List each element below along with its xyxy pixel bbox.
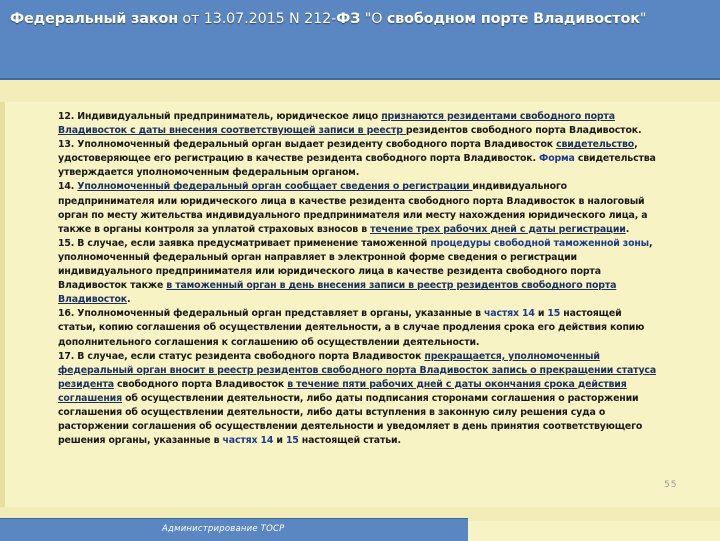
underlined-text: течение трех рабочих дней с даты регистрации [370, 223, 626, 235]
text: и [273, 435, 286, 447]
text: свободного порта Владивосток [113, 378, 288, 390]
paragraph-13 [58, 138, 658, 180]
text: 15. В случае, если заявка предусматривает применение таможенной [58, 237, 431, 249]
link-customs-procedure[interactable]: процедуры свободной таможенной зоны [430, 237, 650, 249]
page-number: 55 [664, 480, 678, 490]
text: настоящей статьи. [298, 435, 401, 447]
left-stripe [0, 80, 5, 540]
text: свидетельства утверждается уполномоченным федеральным органом. [58, 153, 656, 179]
text: об осуществлении деятельности, либо даты подписания сторонами соглашения о расторжении соглашения об осуществлении деятельности, либо даты вступления в законную силу решения суда о расторжении соглашения об осуществлении деятельности и уведомляет в день принятия соответствующего решения органы, указанные в [58, 392, 643, 447]
underlined-text: Уполномоченный федеральный орган сообщает сведения о регистрации [77, 181, 473, 193]
title-plain-1: от 13.07.2015 N 212- [177, 11, 337, 27]
text: резидентов свободного порта Владивосток. [405, 125, 642, 137]
text: , уполномоченный федеральный орган направляет в электронной форме сведения о регистрации индивидуального предпринимателя или юридического лица в качестве резидента свободного порта Владивосток также [58, 237, 653, 292]
paragraph-16 [58, 307, 658, 349]
link-part-15[interactable]: 15 [285, 435, 299, 447]
top-band [0, 80, 720, 102]
link-part-14[interactable]: частях 14 [483, 308, 535, 320]
text: 16. Уполномоченный федеральный орган представляет в органы, указанные в [58, 308, 484, 320]
text: 12. Индивидуальный предприниматель, юридическое лицо [58, 111, 382, 122]
title-plain-2: "О [360, 11, 387, 27]
underlined-text: прекращается, уполномоченный федеральный орган вносит в реестр резидентов свободного порта Владивосток запись о прекращении статуса резидента [58, 350, 656, 390]
underlined-text: в таможенный орган в день внесения записи в реестр резидентов свободного порта Владивосток [58, 280, 617, 306]
law-text [58, 110, 658, 448]
paragraph-14 [58, 180, 658, 236]
text: , удостоверяющее его регистрацию в качестве резидента свободного порта Владивосток. [58, 139, 638, 165]
title-bold-3: свободном порте Владивосток [386, 11, 640, 27]
title-bold-1: Федеральный закон [10, 11, 178, 27]
footer-label: Администрирование ТОСР [162, 524, 285, 534]
link-part-15[interactable]: 15 [547, 308, 561, 320]
paragraph-12 [58, 110, 658, 138]
text: . [625, 223, 630, 235]
title-bold-2: ФЗ [336, 11, 361, 27]
text: настоящей статьи, копию соглашения об осуществлении деятельности, а в случае продления срока его действия копию дополнительного соглашения к соглашению об осуществлении деятельности. [58, 308, 645, 348]
text: 14. [58, 181, 78, 193]
footer-bar [0, 518, 468, 541]
text: . [127, 294, 131, 306]
slide-header [0, 0, 720, 80]
paragraph-17 [58, 350, 658, 449]
link-svidetelstvo[interactable]: свидетельство [556, 139, 635, 151]
text: 13. Уполномоченный федеральный орган выдает резиденту свободного порта Владивосток [58, 139, 557, 151]
slide-title [10, 11, 646, 27]
text: и [534, 308, 548, 320]
link-forma[interactable]: Форма [539, 153, 575, 165]
text: индивидуального предпринимателя или юридического лица в качестве резидента свободного порта Владивосток в налоговый орган по месту жительства индивидуального предпринимателя или месту нахождения юридического лица, а также в органы контроля за уплатой страховых взносов в [58, 181, 648, 235]
paragraph-15 [58, 237, 658, 307]
link-part-14[interactable]: частях 14 [222, 435, 274, 447]
text: 17. В случае, если статус резидента свободного порта Владивосток [58, 350, 425, 362]
underlined-text: признаются резидентами свободного порта Владивосток с даты внесения соответствующей записи в реестр [58, 111, 615, 137]
title-plain-3: " [639, 11, 647, 27]
underlined-text: в течение пяти рабочих дней с даты окончания срока действия соглашения [58, 378, 627, 404]
